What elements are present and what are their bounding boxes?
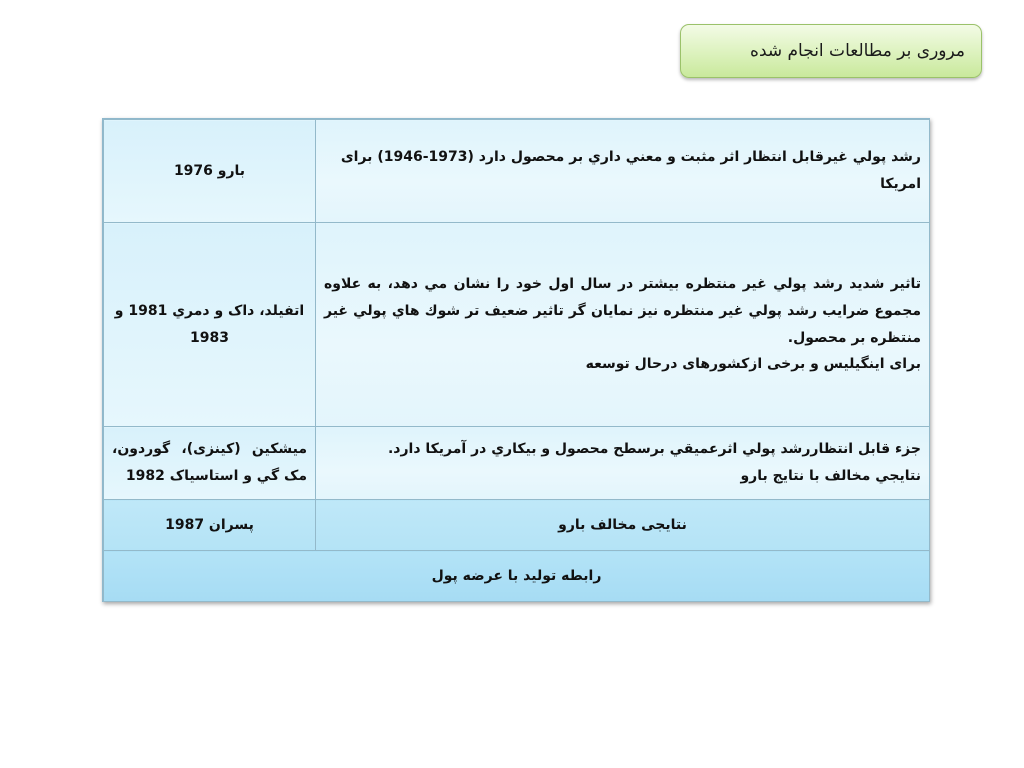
- table-cell-finding: [316, 500, 930, 551]
- slide-title-box: [680, 24, 982, 78]
- finding-text: برای اینگیلیس و برخی ازکشورهای درحال توسعه: [585, 356, 921, 373]
- table-cell-finding: [316, 223, 930, 427]
- finding-text: نتايجی مخالف بارو: [558, 516, 687, 533]
- finding-text: رشد پولي غيرقابل انتظار اثر مثبت و معني داري بر محصول دارد (1973-1946) برای امریکا: [340, 149, 921, 192]
- finding-text: جزء قابل انتظاررشد پولي اثرعميقي برسطح محصول و بيكاري در آمريكا دارد.: [387, 441, 921, 458]
- table-footer-row: [104, 551, 930, 602]
- table-row: [104, 223, 930, 427]
- finding-text: نتايجي مخالف با نتايج بارو: [740, 468, 921, 484]
- slide-title: مروری بر مطالعات انجام شده: [750, 41, 965, 61]
- table-row: [104, 120, 930, 223]
- literature-review-table: [102, 118, 930, 602]
- table-cell-author: [104, 427, 316, 500]
- table-footer-cell: [104, 551, 930, 602]
- table-cell-author: [104, 500, 316, 551]
- table-cell-finding: [316, 120, 930, 223]
- author-text: بارو 1976: [173, 162, 246, 179]
- author-text: پسران 1987: [165, 516, 254, 533]
- table-footer-text: رابطه تولید با عرضه پول: [431, 567, 602, 584]
- review-table: [103, 119, 930, 602]
- table-row: [104, 500, 930, 551]
- author-text: ميشكين (كينزی)، گوردون، مک گي و استاسياک 1982: [112, 441, 307, 484]
- table-row: [104, 427, 930, 500]
- table-cell-author: [104, 223, 316, 427]
- author-text: اتفيلد، داک و دمري 1981 و 1983: [114, 302, 305, 346]
- table-cell-author: [104, 120, 316, 223]
- table-cell-finding: [316, 427, 930, 500]
- finding-text: تاثير شديد رشد پولي غير منتظره بيشتر در سال اول خود را نشان مي دهد، به علاوه مجموع ضرايب رشد پولي غير منتظره نيز نمايان گر تاثير ضعيف تر شوك هاي پولي غير منتظره بر محصول.: [324, 276, 921, 346]
